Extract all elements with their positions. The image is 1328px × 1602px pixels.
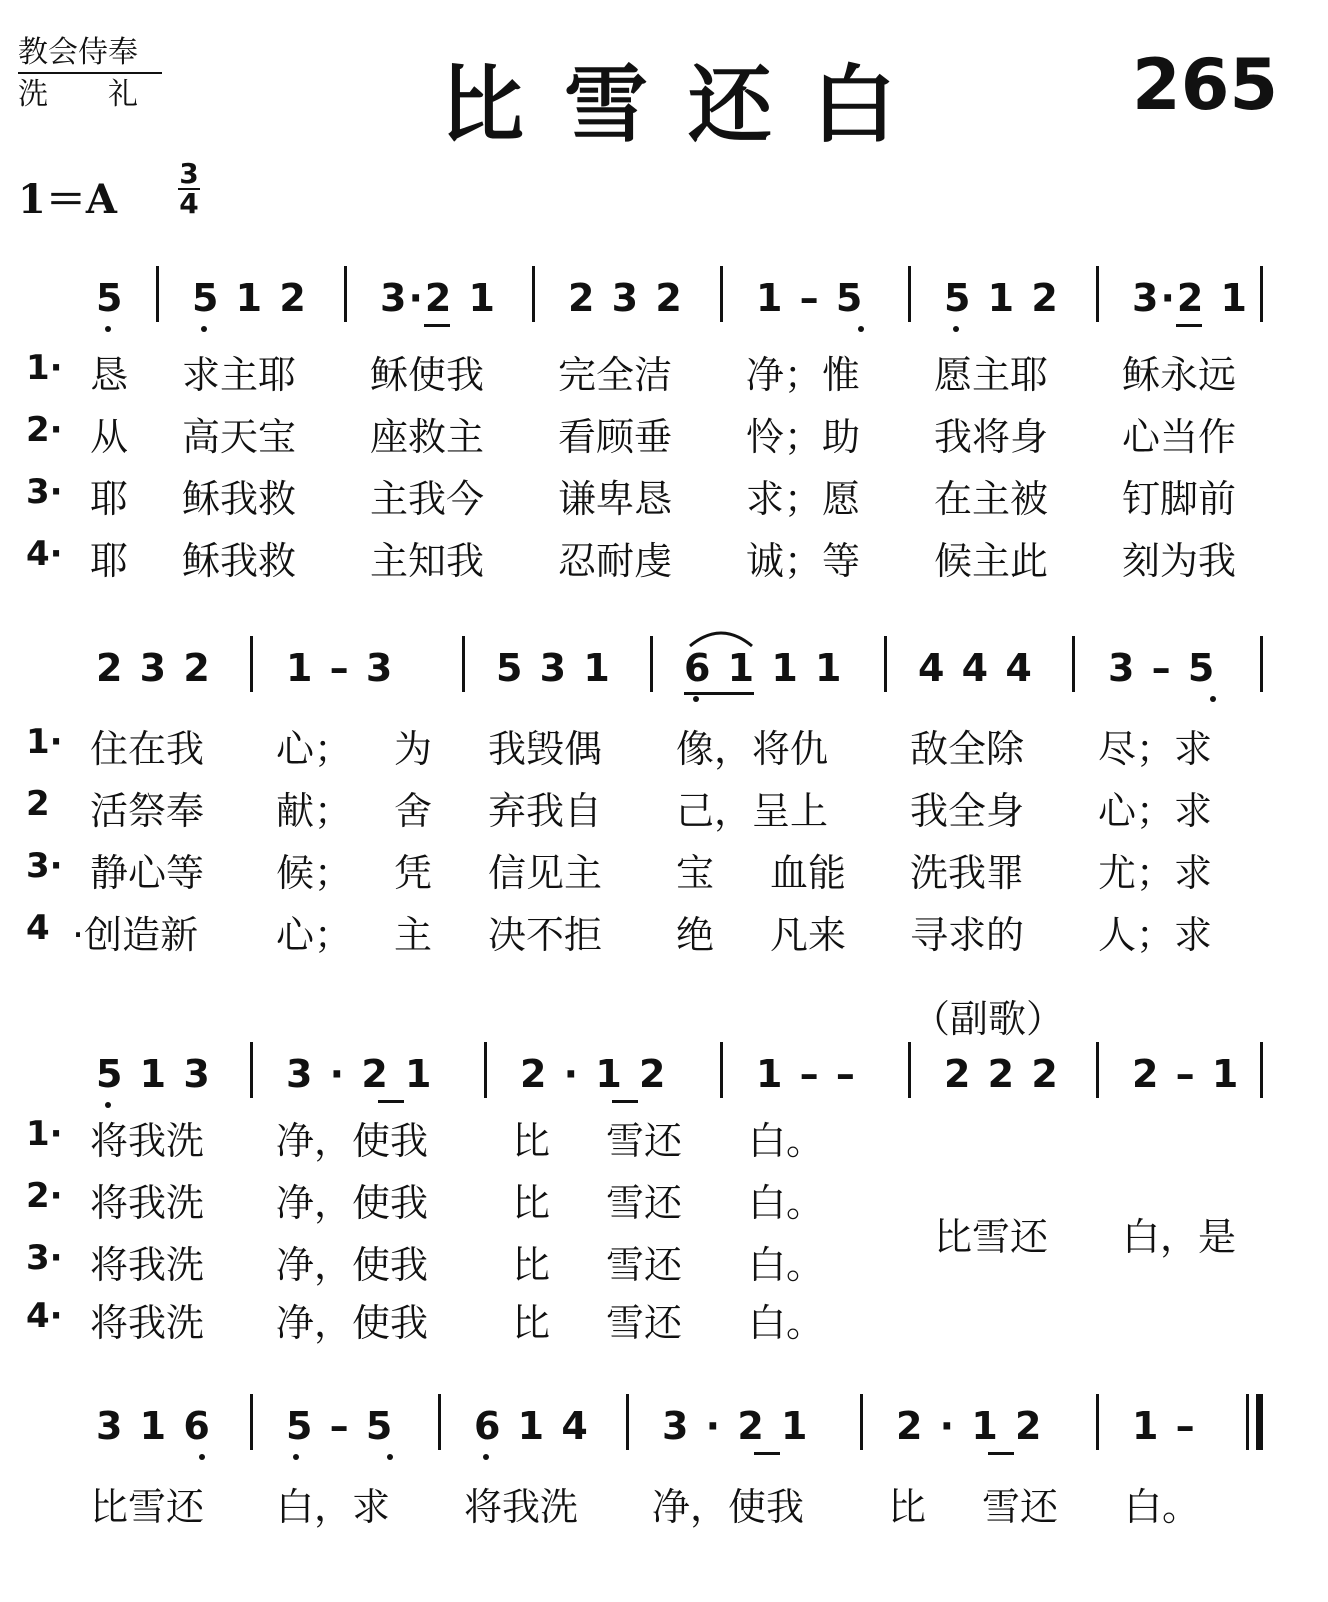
lyric: 比 [512, 1119, 551, 1163]
lyric: 白。 [748, 1301, 825, 1345]
measure: 1 – 3 [286, 646, 395, 690]
lyric: 比雪还 [90, 1485, 205, 1529]
lyric: 耶 [90, 539, 129, 583]
lyric: 献； [276, 789, 353, 833]
barline [250, 1042, 253, 1098]
lyric: 将我洗 [464, 1485, 579, 1529]
lyric: 比 [888, 1485, 927, 1529]
hymn-title: 比雪还白 [440, 56, 937, 154]
lyric: 雪还 [606, 1119, 683, 1163]
measure: 2 · 1 2 [520, 1052, 668, 1096]
measure: 5 1 2 [192, 276, 308, 320]
low-octave-dot [953, 326, 959, 332]
lyric: 绝 [676, 913, 715, 957]
verse-number: 4· [26, 1296, 63, 1336]
lyric: 雪还 [982, 1485, 1059, 1529]
lyric: 血能 [770, 851, 847, 895]
verse-number: 1· [26, 722, 63, 762]
lyric: 愿主耶 [934, 353, 1049, 397]
low-octave-dot [293, 1454, 299, 1460]
lyric: 我毁偶 [488, 727, 603, 771]
barline [532, 266, 535, 322]
refrain-lyric: 白，是 [1122, 1215, 1237, 1259]
lyric: 完全洁 [558, 353, 673, 397]
low-octave-dot [693, 696, 699, 702]
low-octave-dot [387, 1454, 393, 1460]
final-barline-thick [1256, 1394, 1263, 1450]
time-bottom: 4 [179, 187, 199, 220]
category-label: 教会侍奉 [18, 35, 138, 70]
measure: 1 – 5 [756, 276, 865, 320]
subcategory-label: 洗 礼 [18, 77, 138, 112]
lyric: 白。 [748, 1181, 825, 1225]
lyric: 高天宝 [182, 415, 297, 459]
lyric: 决不拒 [488, 913, 603, 957]
measure: 3·2 1 [380, 276, 497, 320]
measure: 2 · 1 2 [896, 1404, 1044, 1448]
measure: 3 · 2 1 [286, 1052, 434, 1096]
verse-number: 4 [26, 908, 50, 948]
lyric: 净，使我 [276, 1243, 429, 1287]
time-top: 3 [179, 157, 199, 190]
lyric: 像，将仇 [676, 727, 829, 771]
lyric: 弃我自 [488, 789, 603, 833]
lyric: 净，使我 [652, 1485, 805, 1529]
lyric: 宝 [676, 851, 715, 895]
lyric: 稣使我 [370, 353, 485, 397]
eighth-underline [612, 1100, 638, 1103]
eighth-underline [988, 1452, 1014, 1455]
barline [908, 266, 911, 322]
refrain-label: （副歌） [912, 997, 1065, 1041]
lyric: 耶 [90, 477, 129, 521]
lyric: 求主耶 [182, 353, 297, 397]
slur-mark [686, 626, 756, 648]
low-octave-dot [483, 1454, 489, 1460]
lyric: 心；求 [1098, 789, 1213, 833]
measure: 5 1 3 [96, 1052, 212, 1096]
verse-number: 2· [26, 1176, 63, 1216]
measure: 6 1 1 1 [684, 646, 844, 690]
barline [156, 266, 159, 322]
lyric: 主知我 [370, 539, 485, 583]
low-octave-dot [858, 326, 864, 332]
lyric: 刻为我 [1122, 539, 1237, 583]
measure: 5 1 2 [944, 276, 1060, 320]
measure: 3·2 1 [1132, 276, 1249, 320]
measure: 3 · 2 1 [662, 1404, 810, 1448]
barline [860, 1394, 863, 1450]
lyric: 钉脚前 [1122, 477, 1237, 521]
refrain-lyric: 比雪还 [934, 1215, 1049, 1259]
lyric: 住在我 [90, 727, 205, 771]
lyric: 雪还 [606, 1243, 683, 1287]
eighth-underline [1176, 324, 1202, 327]
measure: 1 – – [756, 1052, 857, 1096]
barline [250, 1394, 253, 1450]
lyric: 活祭奉 [90, 789, 205, 833]
lyric: 我将身 [934, 415, 1049, 459]
eighth-underline [424, 324, 450, 327]
lyric: 心； [276, 913, 353, 957]
lyric: 将我洗 [90, 1243, 205, 1287]
barline [650, 636, 653, 692]
lyric: 净，使我 [276, 1301, 429, 1345]
low-octave-dot [201, 326, 207, 332]
lyric: 人；求 [1098, 913, 1213, 957]
lyric: 心当作 [1122, 415, 1237, 459]
verse-number: 1· [26, 1114, 63, 1154]
lyric: 舍 [394, 789, 433, 833]
lyric: 将我洗 [90, 1119, 205, 1163]
lyric: 座救主 [370, 415, 485, 459]
lyric: 在主被 [934, 477, 1049, 521]
barline [908, 1042, 911, 1098]
lyric: 恳 [90, 353, 129, 397]
key-signature: 1＝A [18, 176, 117, 223]
barline [884, 636, 887, 692]
lyric: 主我今 [370, 477, 485, 521]
measure: 5 – 5 [286, 1404, 395, 1448]
lyric: 信见主 [488, 851, 603, 895]
measure: 5 [96, 276, 125, 320]
barline [720, 266, 723, 322]
barline [1260, 1042, 1263, 1098]
lyric: 将我洗 [90, 1181, 205, 1225]
lyric: 谦卑恳 [558, 477, 673, 521]
lyric: 心； [276, 727, 353, 771]
lyric: 雪还 [606, 1181, 683, 1225]
verse-number: 1· [26, 348, 63, 388]
low-octave-dot [105, 1102, 111, 1108]
lyric: 比 [512, 1181, 551, 1225]
lyric: 洗我罪 [910, 851, 1025, 895]
lyric: 求；愿 [746, 477, 861, 521]
verse-number: 2· [26, 410, 63, 450]
lyric: 雪还 [606, 1301, 683, 1345]
lyric: 尽；求 [1098, 727, 1213, 771]
barline [626, 1394, 629, 1450]
lyric: 主 [394, 913, 433, 957]
lyric: 比 [512, 1301, 551, 1345]
measure: 2 2 2 [944, 1052, 1060, 1096]
barline [250, 636, 253, 692]
lyric: 凭 [394, 851, 433, 895]
measure: 2 3 2 [568, 276, 684, 320]
lyric: 白。 [748, 1119, 825, 1163]
lyric: 净；惟 [746, 353, 861, 397]
lyric: 我全身 [910, 789, 1025, 833]
verse-number: 3· [26, 1238, 63, 1278]
verse-number: 3· [26, 846, 63, 886]
barline [438, 1394, 441, 1450]
lyric: 比 [512, 1243, 551, 1287]
lyric: 己，呈上 [676, 789, 829, 833]
time-signature [176, 157, 202, 220]
measure: 1 – [1132, 1404, 1197, 1448]
lyric: 看顾垂 [558, 415, 673, 459]
lyric: 白。 [748, 1243, 825, 1287]
lyric: 候； [276, 851, 353, 895]
barline [720, 1042, 723, 1098]
barline [1260, 266, 1263, 322]
lyric: 静心等 [90, 851, 205, 895]
low-octave-dot [105, 326, 111, 332]
lyric: 凡来 [770, 913, 847, 957]
measure: 4 4 4 [918, 646, 1034, 690]
measure: 6 1 4 [474, 1404, 590, 1448]
lyric: 稣永远 [1122, 353, 1237, 397]
eighth-underline [684, 692, 754, 695]
lyric: 诚；等 [746, 539, 861, 583]
verse-number: 2 [26, 784, 50, 824]
lyric: 从 [90, 415, 129, 459]
lyric: 候主此 [934, 539, 1049, 583]
barline [1096, 1394, 1099, 1450]
low-octave-dot [199, 1454, 205, 1460]
verse-number: 4· [26, 534, 63, 574]
lyric: 净，使我 [276, 1119, 429, 1163]
lyric: ·创造新 [72, 913, 199, 957]
lyric: 敌全除 [910, 727, 1025, 771]
measure: 3 1 6 [96, 1404, 212, 1448]
eighth-underline [378, 1100, 404, 1103]
lyric: 白，求 [276, 1485, 391, 1529]
category-divider [18, 72, 162, 74]
barline [1096, 1042, 1099, 1098]
measure: 5 3 1 [496, 646, 612, 690]
lyric: 怜；助 [746, 415, 861, 459]
lyric: 为 [394, 727, 433, 771]
final-barline-thin [1246, 1394, 1249, 1450]
barline [344, 266, 347, 322]
measure: 2 3 2 [96, 646, 212, 690]
barline [462, 636, 465, 692]
barline [1096, 266, 1099, 322]
barline [1072, 636, 1075, 692]
verse-number: 3· [26, 472, 63, 512]
lyric: 将我洗 [90, 1301, 205, 1345]
lyric: 白。 [1124, 1485, 1201, 1529]
hymn-number: 265 [1132, 44, 1279, 126]
eighth-underline [754, 1452, 780, 1455]
lyric: 忍耐虔 [558, 539, 673, 583]
lyric: 净，使我 [276, 1181, 429, 1225]
lyric: 尤；求 [1098, 851, 1213, 895]
low-octave-dot [1210, 696, 1216, 702]
measure: 2 – 1 [1132, 1052, 1241, 1096]
barline [1260, 636, 1263, 692]
lyric: 寻求的 [910, 913, 1025, 957]
measure: 3 – 5 [1108, 646, 1217, 690]
lyric: 稣我救 [182, 539, 297, 583]
lyric: 稣我救 [182, 477, 297, 521]
barline [484, 1042, 487, 1098]
